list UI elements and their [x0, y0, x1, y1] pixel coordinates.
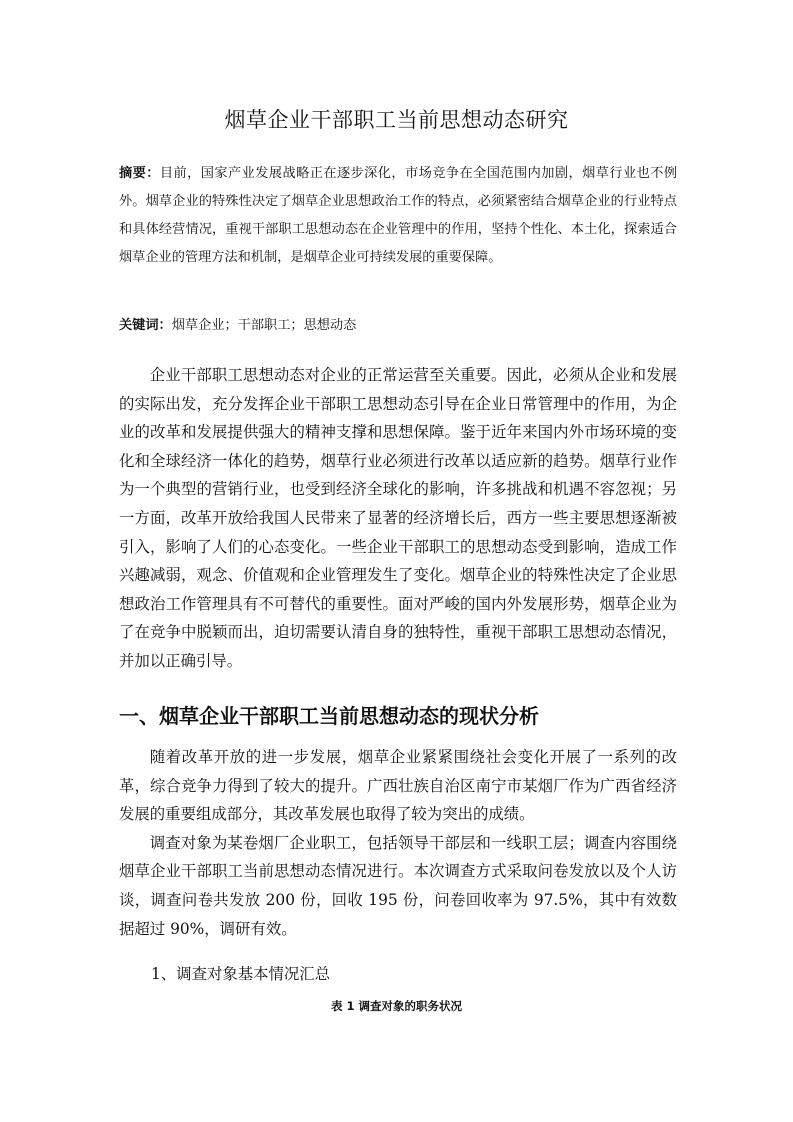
abstract: [119, 160, 677, 272]
intro-paragraph: 企业干部职工思想动态对企业的正常运营至关重要。因此，必须从企业和发展的实际出发，充分发挥企业干部职工思想动态引导在企业日常管理中的作用，为企业的改革和发展提供强大的精神支撑和思想保障。鉴于近年来国内外市场环境的变化和全球经济一体化的趋势，烟草行业必须进行改革以适应新的趋势。烟草行业作为一个典型的营销行业，也受到经济全球化的影响，许多挑战和机遇不容忽视；另一方面，改革开放给我国人民带来了显著的经济增长后，西方一些主要思想逐渐被引入，影响了人们的心态变化。一些企业干部职工的思想动态受到影响，造成工作兴趣减弱，观念、价值观和企业管理发生了变化。烟草企业的特殊性决定了企业思想政治工作管理具有不可替代的重要性。面对严峻的国内外发展形势，烟草企业为了在竞争中脱颖而出，迫切需要认清自身的独特性，重视干部职工思想动态情况，并加以正确引导。: [119, 366, 677, 670]
keywords-text: 烟草企业；干部职工；思想动态: [171, 318, 357, 333]
abstract-text: 目前，国家产业发展战略正在逐步深化，市场竞争在全国范围内加剧，烟草行业也不例外。烟草企业的特殊性决定了烟草企业思想政治工作的特点，必须紧密结合烟草企业的行业特点和具体经营情况，重视干部职工思想动态在企业管理中的作用，坚持个性化、本土化，探索适合烟草企业的管理方法和机制，是烟草企业可持续发展的重要保障。: [119, 166, 678, 265]
intro-section: [119, 361, 677, 676]
section-heading: 一、烟草企业干部职工当前思想动态的现状分析: [119, 704, 539, 728]
section-paragraph-1: 随着改革开放的进一步发展，烟草企业紧紧围绕社会变化开展了一系列的改革，综合竞争力得到了较大的提升。广西壮族自治区南宁市某烟厂作为广西省经济发展的重要组成部分，其改革发展也取得了较为突出的成绩。: [119, 748, 677, 824]
table-caption: 表 1 调查对象的职务状况: [330, 999, 462, 1013]
abstract-label: 摘要：: [119, 166, 160, 181]
document-title: 烟草企业干部职工当前思想动态研究: [224, 108, 569, 132]
subsection-heading: 1、调查对象基本情况汇总: [151, 965, 331, 983]
section-body: [119, 743, 677, 943]
keywords-label: 关键词：: [119, 318, 172, 333]
section-paragraph-2: 调查对象为某卷烟厂企业职工，包括领导干部层和一线职工层；调查内容围绕烟草企业干部职工当前思想动态情况进行。本次调查方式采取问卷发放以及个人访谈，调查问卷共发放 200 份，回收 195 份，问卷回收率为 97.5%，其中有效数据超过 90%，调研有效。: [119, 833, 677, 938]
keywords: [119, 315, 677, 337]
